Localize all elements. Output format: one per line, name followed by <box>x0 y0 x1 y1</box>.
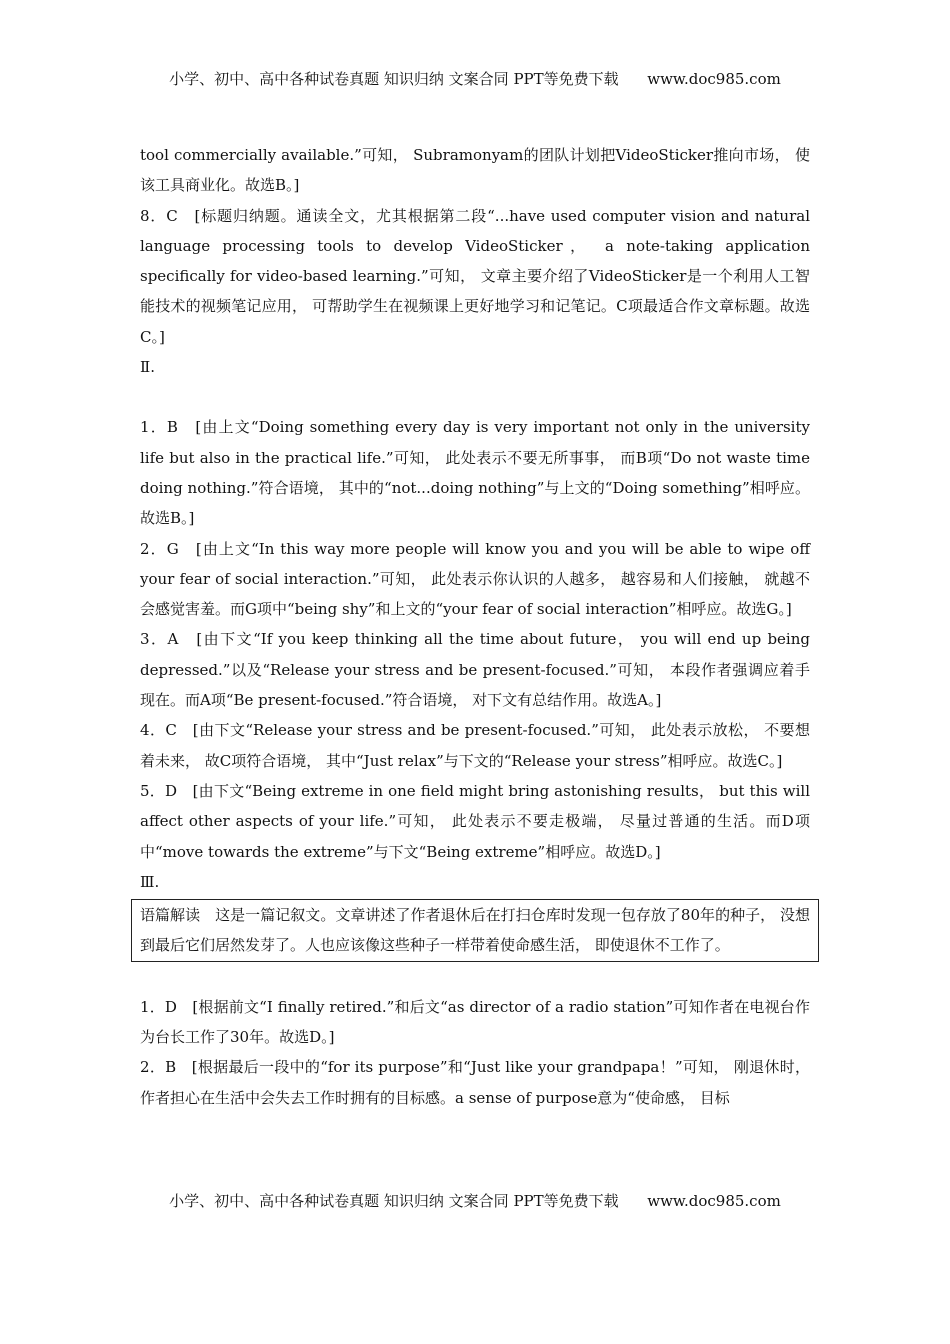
spacer <box>140 962 810 992</box>
answer-8: 8．C [标题归纳题。通读全文，尤其根据第二段“...have used computer vision and natural language processing tools to develop VideoSticker， a note-taking application specifically for video-based learning.”可知， 文章主要介绍了VideoSticker是一个利用人工智能技术的视频笔记应用， 可帮助学生在视频课上更好地学习和记笔记。C项最适合作文章标题。故选C。] <box>140 206 810 346</box>
section-2-answer-1: 1．B [由上文“Doing something every day is very important not only in the university life but also in the practical life.”可知， 此处表示不要无所事事， 而B项“Do not waste time doing nothing.”符合语境， 其中的“not...doing nothing”与上文的“Doing something”相呼应。故选B。] <box>140 418 810 528</box>
spacer <box>140 382 810 412</box>
page-header: 小学、初中、高中各种试卷真题 知识归纳 文案合同 PPT等免费下载 www.doc985.com <box>169 70 781 88</box>
answer-7-continuation: tool commercially available.”可知， Subramonyam的团队计划把VideoSticker推向市场， 使该工具商业化。故选B。] <box>140 146 810 195</box>
page-footer: 小学、初中、高中各种试卷真题 知识归纳 文案合同 PPT等免费下载 www.doc985.com <box>169 1192 781 1210</box>
section-2-answer-4: 4．C [由下文“Release your stress and be present-focused.”可知， 此处表示放松， 不要想着未来， 故C项符合语境， 其中“Just relax”与下文的“Release your stress”相呼应。故选C。] <box>140 721 810 770</box>
section-3-heading: Ⅲ. <box>140 872 160 891</box>
main-content <box>140 140 810 1113</box>
section-2-heading: Ⅱ. <box>140 358 155 377</box>
section-3-answer-1: 1．D [根据前文“I finally retired.”和后文“as director of a radio station”可知作者在电视台作为台长工作了30年。故选D。] <box>140 997 810 1047</box>
section-3-answer-2: 2．B [根据最后一段中的“for its purpose”和“Just like your grandpapa！”可知， 刚退休时， 作者担心在生活中会失去工作时拥有的目标感。a sense of purpose意为“使命感， 目标 <box>140 1058 810 1107</box>
section-2-answer-5: 5．D [由下文“Being extreme in one field might bring astonishing results， but this will affect other aspects of your life.”可知， 此处表示不要走极端， 尽量过普通的生活。而D项中“move towards the extreme”与下文“Being extreme”相呼应。故选D。] <box>140 781 810 861</box>
passage-analysis-text: 这是一篇记叙文。文章讲述了作者退休后在打扫仓库时发现一包存放了80年的种子， 没想到最后它们居然发芽了。人也应该像这些种子一样带着使命感生活， 即使退休不工作了。 <box>140 906 810 955</box>
passage-analysis-box <box>131 899 819 962</box>
passage-analysis-title: 语篇解读 <box>140 906 201 925</box>
section-2-answer-3: 3．A [由下文“If you keep thinking all the time about future， you will end up being depressed.”以及“Release your stress and be present-focused.”可知， 本段作者强调应着手现在。而A项“Be present-focused.”符合语境， 对下文有总结作用。故选A。] <box>140 630 810 710</box>
section-2-answer-2: 2．G [由上文“In this way more people will know you and you will be able to wipe off your fear of social interaction.”可知， 此处表示你认识的人越多， 越容易和人们接触， 就越不会感觉害羞。而G项中“being shy”和上文的“your fear of social interaction”相呼应。故选G。] <box>140 539 810 619</box>
